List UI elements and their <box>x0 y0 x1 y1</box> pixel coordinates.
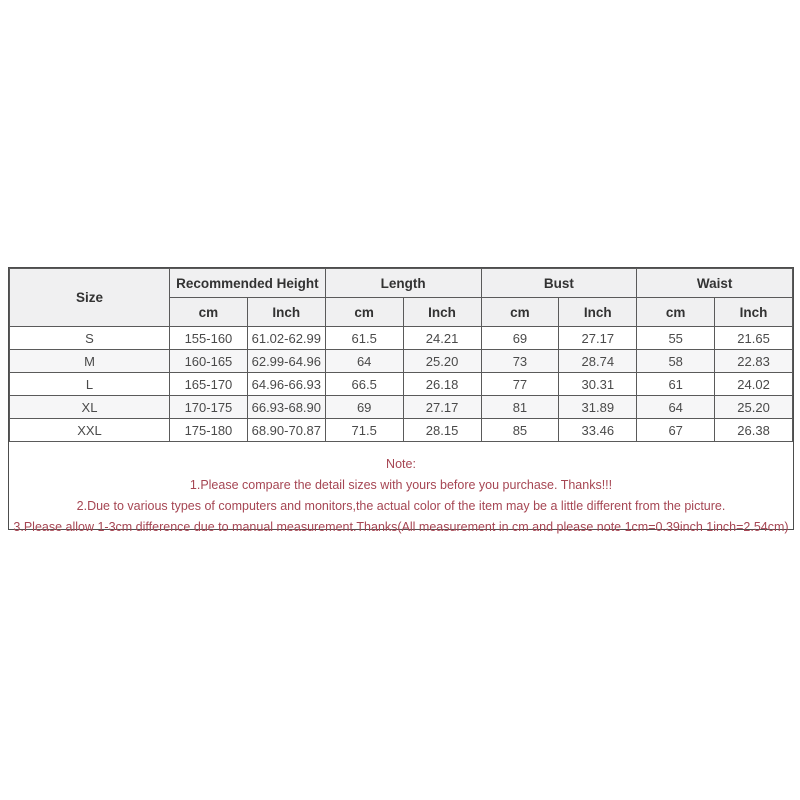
value-cell: 170-175 <box>170 396 248 419</box>
value-cell: 28.15 <box>403 419 481 442</box>
value-cell: 71.5 <box>325 419 403 442</box>
value-cell: 85 <box>481 419 559 442</box>
value-cell: 25.20 <box>403 350 481 373</box>
size-chart-table <box>9 268 793 442</box>
value-cell: 21.65 <box>715 327 793 350</box>
note-line-1: 1.Please compare the detail sizes with yours before you purchase. Thanks!!! <box>189 478 613 492</box>
column-header-recommended-height: Recommended Height <box>170 269 326 298</box>
table-group-header-row <box>10 269 793 298</box>
value-cell: 64.96-66.93 <box>247 373 325 396</box>
column-header-waist: Waist <box>637 269 793 298</box>
column-header-size: Size <box>10 269 170 327</box>
value-cell: 64 <box>637 396 715 419</box>
value-cell: 24.21 <box>403 327 481 350</box>
size-cell: M <box>10 350 170 373</box>
value-cell: 66.93-68.90 <box>247 396 325 419</box>
unit-header-inch: Inch <box>559 298 637 327</box>
unit-header-cm: cm <box>637 298 715 327</box>
value-cell: 61 <box>637 373 715 396</box>
value-cell: 175-180 <box>170 419 248 442</box>
value-cell: 61.5 <box>325 327 403 350</box>
value-cell: 64 <box>325 350 403 373</box>
table-row-m <box>10 350 793 373</box>
value-cell: 67 <box>637 419 715 442</box>
note-title: Note: <box>386 457 416 471</box>
value-cell: 24.02 <box>715 373 793 396</box>
value-cell: 27.17 <box>403 396 481 419</box>
table-header <box>10 269 793 327</box>
size-cell: XXL <box>10 419 170 442</box>
value-cell: 25.20 <box>715 396 793 419</box>
value-cell: 69 <box>481 327 559 350</box>
note-section <box>9 442 793 534</box>
value-cell: 26.38 <box>715 419 793 442</box>
value-cell: 33.46 <box>559 419 637 442</box>
unit-header-cm: cm <box>325 298 403 327</box>
size-cell: L <box>10 373 170 396</box>
value-cell: 68.90-70.87 <box>247 419 325 442</box>
note-line-2: 2.Due to various types of computers and monitors,the actual color of the item may be a little different from the picture. <box>76 499 726 513</box>
table-body <box>10 327 793 442</box>
unit-header-inch: Inch <box>715 298 793 327</box>
value-cell: 165-170 <box>170 373 248 396</box>
table-row-s <box>10 327 793 350</box>
size-cell: XL <box>10 396 170 419</box>
size-chart-box <box>8 267 794 534</box>
unit-header-inch: Inch <box>247 298 325 327</box>
value-cell: 61.02-62.99 <box>247 327 325 350</box>
value-cell: 58 <box>637 350 715 373</box>
value-cell: 62.99-64.96 <box>247 350 325 373</box>
table-row-l <box>10 373 793 396</box>
value-cell: 55 <box>637 327 715 350</box>
value-cell: 155-160 <box>170 327 248 350</box>
value-cell: 73 <box>481 350 559 373</box>
value-cell: 30.31 <box>559 373 637 396</box>
value-cell: 28.74 <box>559 350 637 373</box>
table-row-xxl <box>10 419 793 442</box>
column-header-length: Length <box>325 269 481 298</box>
value-cell: 31.89 <box>559 396 637 419</box>
unit-header-cm: cm <box>481 298 559 327</box>
note-line-3: 3.Please allow 1-3cm difference due to manual measurement.Thanks(All measurement in cm and please note 1cm=0.39inch 1inch=2.54cm) <box>13 520 789 534</box>
value-cell: 160-165 <box>170 350 248 373</box>
table-row-xl <box>10 396 793 419</box>
size-cell: S <box>10 327 170 350</box>
value-cell: 81 <box>481 396 559 419</box>
unit-header-inch: Inch <box>403 298 481 327</box>
value-cell: 69 <box>325 396 403 419</box>
value-cell: 22.83 <box>715 350 793 373</box>
value-cell: 66.5 <box>325 373 403 396</box>
unit-header-cm: cm <box>170 298 248 327</box>
value-cell: 26.18 <box>403 373 481 396</box>
value-cell: 77 <box>481 373 559 396</box>
value-cell: 27.17 <box>559 327 637 350</box>
column-header-bust: Bust <box>481 269 637 298</box>
